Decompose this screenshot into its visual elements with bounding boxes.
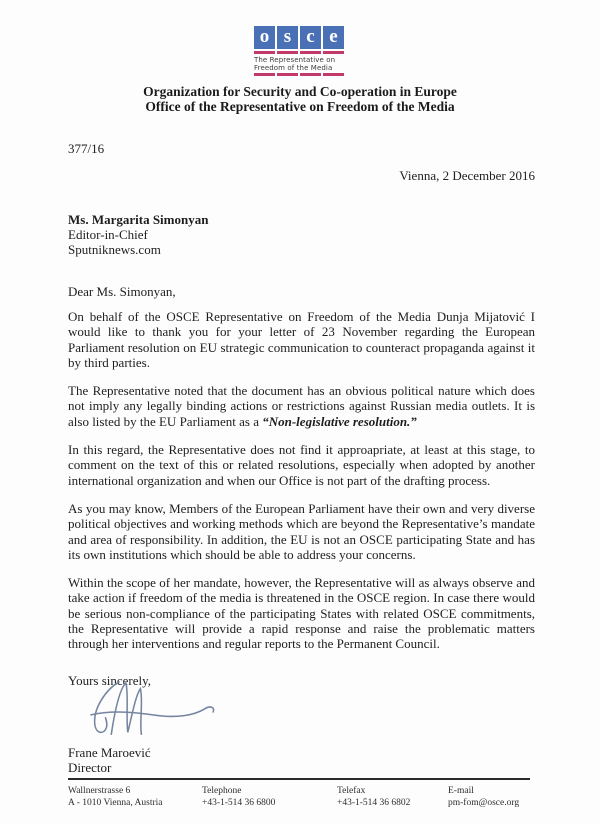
footer-telephone-label: Telephone <box>202 786 242 796</box>
recipient-name: Ms. Margarita Simonyan <box>68 212 209 227</box>
salutation: Dear Ms. Simonyan, <box>68 284 176 299</box>
paragraph-2-text: The Representative noted that the document has an obvious political nature which does not imply any legally binding actions or restrictions against Russian media outlets. It is also listed by the EU Parliament as a <box>68 383 535 429</box>
footer-address-line1: Wallnerstrasse 6 <box>68 786 131 796</box>
logo-divider-top <box>254 51 346 54</box>
body-paragraph-4: As you may know, Members of the European Parliament have their own and very diverse political objectives and working methods which are beyond the Representative’s mandate and area of responsibility. In addition, the EU is not an OSCE participating State and has its own institutions which should be able to address your concerns. <box>68 500 535 562</box>
footer-column-address <box>68 785 202 809</box>
footer-rule <box>68 778 530 780</box>
body-paragraph-1: On behalf of the OSCE Representative on Freedom of the Media Dunja Mijatović I would like to thank you for your letter of 23 November regarding the European Parliament resolution on EU strategic communication to counteract propaganda against it by third parties. <box>68 309 535 370</box>
body-paragraph-3: In this regard, the Representative does not find it approapriate, at least at this stage, to comment on the text of this or related resolutions, especially when adopted by another international organization and when our Office is not part of the drafting process. <box>68 442 535 488</box>
recipient-organization: Sputniknews.com <box>68 242 161 257</box>
logo-caption-line2: Freedom of the Media <box>254 64 333 72</box>
reference-number: 377/16 <box>68 141 105 156</box>
footer-address-line2: A - 1010 Vienna, Austria <box>68 798 163 808</box>
logo-caption <box>254 56 346 72</box>
dateline: Vienna, 2 December 2016 <box>399 168 535 183</box>
signature-svg <box>60 679 246 743</box>
org-name-line: Organization for Security and Co-operation in Europe <box>143 84 457 99</box>
footer-grid <box>68 785 530 809</box>
osce-logo <box>254 26 346 76</box>
logo-divider-bottom <box>254 73 346 76</box>
signer-title: Director <box>68 759 112 775</box>
logo-caption-line1: The Representative on <box>254 56 336 64</box>
recipient-title: Editor-in-Chief <box>68 227 148 242</box>
footer-column-email <box>448 785 530 809</box>
body-paragraph-5: Within the scope of her mandate, however, the Representative will as always observe and take action if freedom of the media is threatened in the OSCE region. In case there would be serious non-compliance of the participating States with related OSCE commitments, the Representative will provide a rapid response and raise the problematic matters through her interventions and regular reports to the Permanent Council. <box>68 575 535 652</box>
footer-telefax-value: +43-1-514 36 6802 <box>337 798 411 808</box>
signer-name: Frane Maroević <box>68 744 151 760</box>
footer-email-label: E-mail <box>448 786 474 796</box>
logo-tile-e: e <box>323 26 344 49</box>
org-header <box>0 84 600 114</box>
body-paragraph-2 <box>68 383 535 429</box>
office-name-line: Office of the Representative on Freedom of the Media <box>145 99 455 114</box>
footer-column-telephone <box>202 785 337 809</box>
letter-body <box>68 309 535 652</box>
letter-content <box>0 141 600 775</box>
letter-footer <box>68 778 530 809</box>
logo-tile-s: s <box>277 26 298 49</box>
logo-tile-c: c <box>300 26 321 49</box>
valediction: Yours sincerely, <box>68 672 152 688</box>
footer-column-telefax <box>337 785 448 809</box>
footer-email-value: pm-fom@osce.org <box>448 798 520 808</box>
signer-block <box>68 745 535 775</box>
signature-scribble <box>60 679 535 743</box>
footer-telephone-value: +43-1-514 36 6800 <box>202 798 276 808</box>
logo-tile-o: o <box>254 26 275 49</box>
emphasis-quote: “Non-legislative resolution.” <box>262 413 417 429</box>
recipient-block <box>68 212 535 257</box>
footer-telefax-label: Telefax <box>337 786 366 796</box>
osce-logo-tiles <box>254 26 346 49</box>
